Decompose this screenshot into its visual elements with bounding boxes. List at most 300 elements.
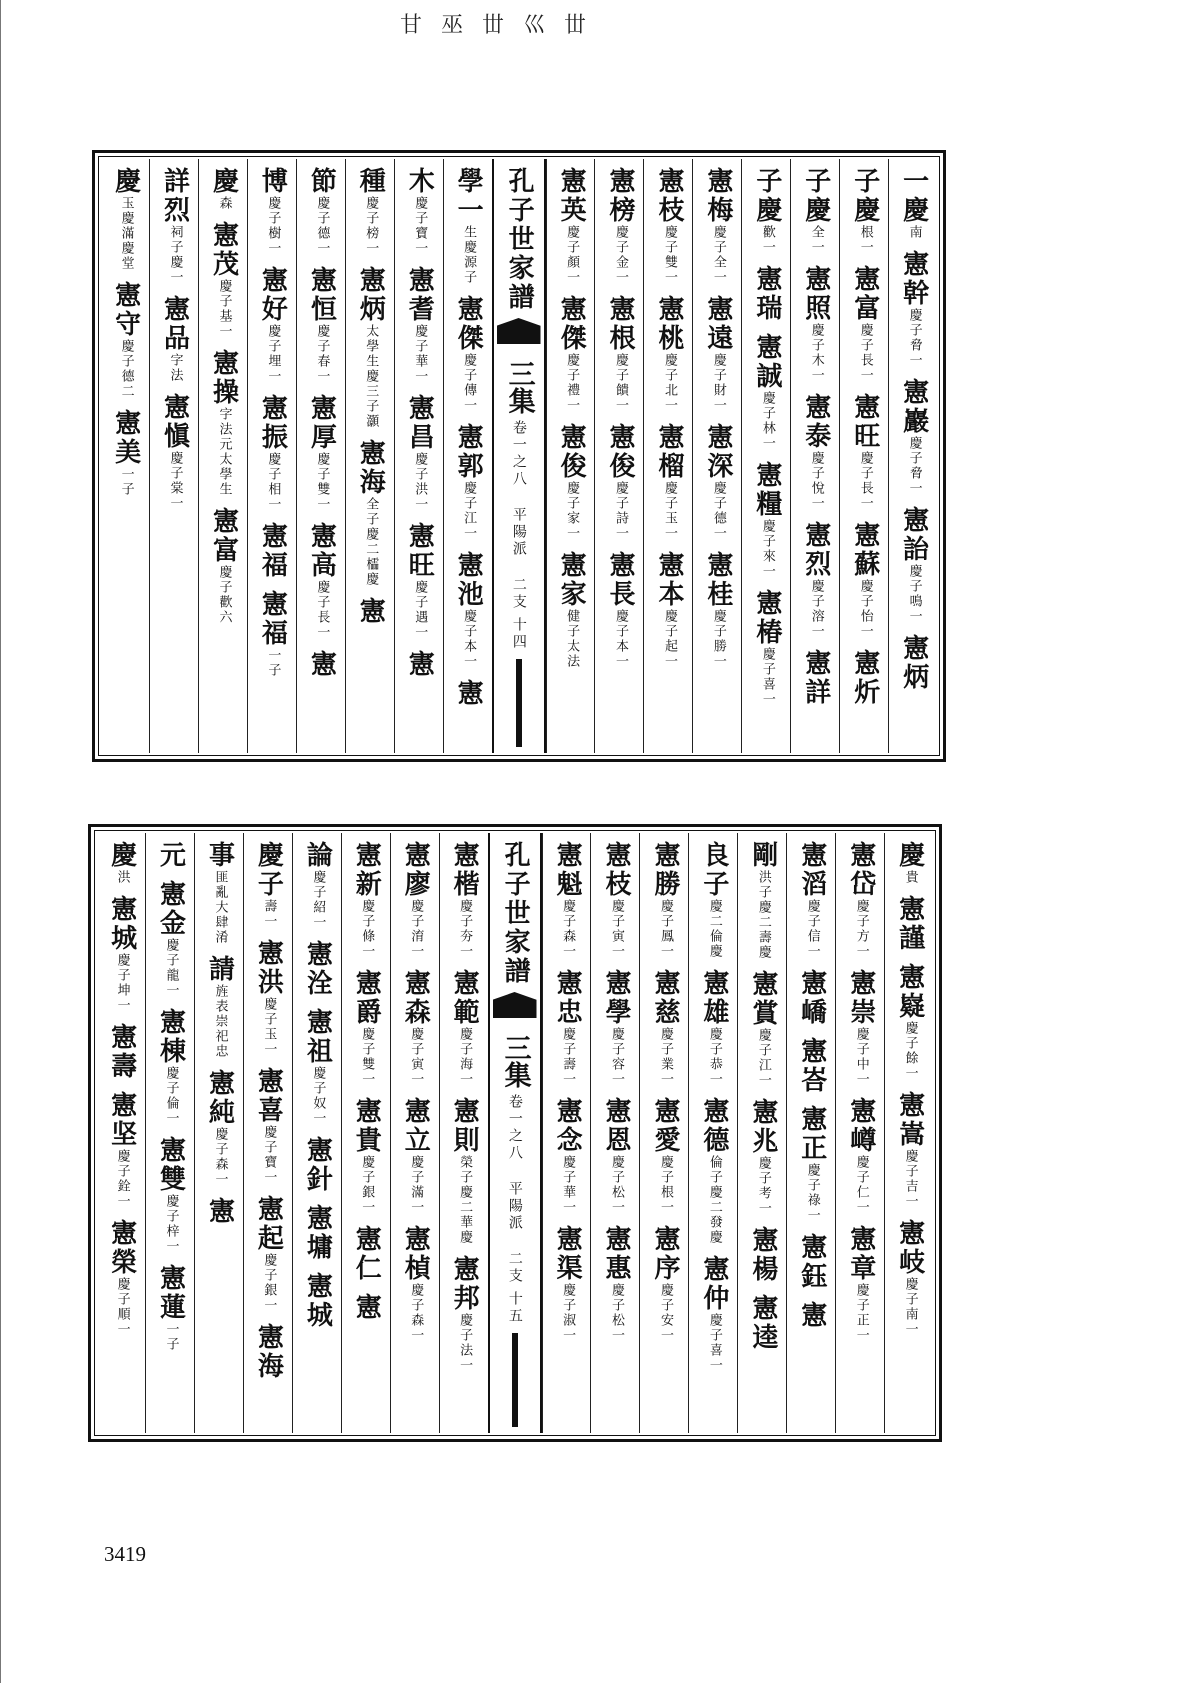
entry-note: 慶子業一 (657, 1027, 673, 1087)
genealogy-entry (302, 1136, 333, 1194)
entry-name: 憲崇 (845, 969, 876, 1027)
entry-note: 慶子來一 (759, 519, 775, 579)
center-rule (516, 659, 522, 747)
genealogy-entry (605, 295, 636, 413)
entry-note: 森 (216, 196, 232, 211)
entry-note: 慶子顏一 (564, 225, 580, 285)
folio-number: 十四 (510, 617, 527, 651)
entry-name: 節 (306, 167, 337, 196)
register-column (546, 159, 595, 753)
entry-note: 慶子寶一 (261, 1125, 277, 1185)
genealogy-entry (655, 167, 682, 285)
genealogy-entry (351, 841, 382, 959)
genealogy-entry (651, 1097, 678, 1215)
entry-note: 慶子海一 (457, 1027, 473, 1087)
entry-note: 慶子餘一 (902, 1021, 918, 1081)
entry-name: 憲 (796, 1301, 827, 1330)
genealogy-entry (845, 1225, 876, 1343)
entry-note: 慶子雙一 (314, 452, 330, 512)
entry-name: 憲昌 (404, 394, 435, 452)
entry-name: 憲城 (106, 895, 137, 953)
entry-note: 慶子華一 (412, 324, 428, 384)
entry-note: 慶子脅一 (906, 436, 922, 496)
genealogy-entry (753, 265, 780, 323)
genealogy-entry (106, 1023, 137, 1081)
entry-note: 慶子基一 (216, 279, 232, 339)
genealogy-entry (351, 1293, 382, 1322)
genealogy-entry (802, 265, 829, 383)
entry-name: 憲桃 (653, 295, 684, 353)
entry-note: 慶子禮一 (564, 353, 580, 413)
genealogy-entry (453, 679, 484, 708)
entry-note: 慶子松一 (609, 1283, 625, 1343)
entry-name: 憲炘 (849, 649, 880, 707)
entry-name: 種 (355, 167, 386, 196)
genealogy-entry (257, 590, 288, 678)
genealogy-entry (449, 1255, 480, 1373)
genealogy-entry (749, 841, 776, 960)
entry-name: 憲誠 (751, 333, 782, 391)
genealogy-entry (798, 1037, 825, 1095)
genealogy-entry (651, 969, 678, 1087)
genealogy-entry (306, 266, 337, 384)
entry-note: 匪亂大肆淆 (212, 870, 228, 945)
entry-note: 慶子江一 (755, 1028, 771, 1088)
entry-name: 憲池 (453, 551, 484, 609)
entry-name: 憲海 (355, 439, 386, 497)
genealogy-entry (351, 1097, 382, 1215)
genealogy-entry (845, 841, 876, 959)
genealogy-entry (302, 940, 333, 998)
entry-note: 歡一 (759, 225, 775, 255)
entry-name: 憲渠 (552, 1225, 583, 1283)
register-column (741, 159, 790, 753)
genealogy-entry (155, 880, 186, 998)
entry-note: 慶子條一 (359, 899, 375, 959)
entry-note: 慶子順一 (114, 1277, 130, 1337)
genealogy-entry (449, 969, 480, 1087)
center-rule (512, 1333, 518, 1427)
entry-note: 慶二倫慶 (706, 899, 722, 959)
entry-note: 慶子方一 (853, 899, 869, 959)
entry-name: 憲泰 (800, 393, 831, 451)
entry-name: 憲遠 (702, 295, 733, 353)
entry-name: 憲城 (302, 1272, 333, 1330)
entry-name: 憲滔 (796, 841, 827, 899)
entry-name: 憲章 (845, 1225, 876, 1283)
entry-name: 慶 (208, 167, 239, 196)
entry-name: 憲烈 (800, 521, 831, 579)
genealogy-entry (894, 841, 925, 885)
fishtail-mark-icon (493, 992, 537, 1018)
entry-name: 憲 (306, 650, 337, 679)
entry-name: 憲 (453, 679, 484, 708)
entry-note: 慶子松一 (609, 1155, 625, 1215)
entry-note: 慶子寅一 (609, 899, 625, 959)
genealogy-entry (898, 167, 929, 240)
folio-number: 十五 (506, 1291, 523, 1325)
center-title-column (492, 159, 546, 753)
entry-note: 慶子銀一 (261, 1253, 277, 1313)
entry-note: 慶子恭一 (706, 1027, 722, 1087)
genealogy-entry (208, 507, 239, 625)
entry-note: 慶子銓一 (114, 1149, 130, 1209)
entry-name: 憲榴 (653, 423, 684, 481)
entry-name: 憲蓮 (155, 1264, 186, 1322)
genealogy-entry (453, 167, 484, 285)
genealogy-entry (306, 522, 337, 640)
genealogy-entry (700, 969, 727, 1087)
entry-name: 憲德 (698, 1097, 729, 1155)
entry-note: 慶子森一 (408, 1283, 424, 1343)
entry-note: 慶子榜一 (363, 196, 379, 256)
entry-note: 慶子華一 (560, 1155, 576, 1215)
genealogy-entry (159, 167, 190, 285)
entry-note: 慶子南一 (902, 1277, 918, 1337)
entry-note: 玉慶滿慶堂 (118, 196, 134, 271)
entry-name: 憲好 (257, 266, 288, 324)
genealogy-entry (798, 1105, 825, 1223)
branch-label: 卷一之八 平陽派 二支 (510, 420, 527, 611)
entry-name: 憲嵩 (894, 1091, 925, 1149)
entry-name: 憲岱 (845, 841, 876, 899)
entry-name: 憲照 (800, 265, 831, 323)
entry-name: 憲鈺 (796, 1233, 827, 1291)
entry-note: 慶子喜一 (759, 647, 775, 707)
entry-note: 慶子德一 (314, 196, 330, 256)
entry-name: 憲謹 (894, 895, 925, 953)
genealogy-entry (552, 1225, 583, 1343)
register-column (688, 833, 737, 1433)
genealogy-entry (655, 295, 682, 413)
entry-name: 憲福 (257, 590, 288, 648)
entry-name: 憲富 (849, 265, 880, 323)
genealogy-entry (208, 167, 239, 211)
entry-note: 祠子慶一 (167, 225, 183, 285)
entry-name: 請 (204, 955, 235, 984)
entry-name: 憲逵 (747, 1294, 778, 1352)
genealogy-entry (849, 393, 880, 511)
register-column (194, 833, 243, 1433)
genealogy-entry (894, 963, 925, 1081)
genealogy-entry (556, 423, 587, 541)
genealogy-entry (253, 1195, 284, 1313)
entry-note: 太學生慶三子灝 (363, 324, 379, 429)
entry-note: 慶子夯一 (457, 899, 473, 959)
page-number: 3419 (104, 1542, 146, 1566)
entry-name: 憲炳 (355, 266, 386, 324)
genealogy-entry (155, 1136, 186, 1254)
entry-note: 慶子喜一 (706, 1313, 722, 1373)
register-column (737, 833, 786, 1433)
genealogy-entry (798, 1233, 825, 1291)
genealogy-entry (556, 167, 587, 285)
entry-note: 慶子長一 (314, 580, 330, 640)
genealogy-entry (601, 1097, 632, 1215)
entry-note: 慶子悅一 (808, 451, 824, 511)
genealogy-entry (155, 1264, 186, 1352)
genealogy-entry (845, 1097, 876, 1215)
fishtail-mark-icon (497, 318, 541, 344)
genealogy-entry (849, 649, 880, 707)
entry-note: 慶子倫一 (163, 1066, 179, 1126)
genealogy-entry (400, 1225, 431, 1343)
entry-note: 慶子雙一 (661, 225, 677, 285)
register-column (443, 159, 492, 753)
entry-name: 憲操 (208, 349, 239, 407)
register-column (594, 159, 643, 753)
entry-note: 倫子慶二發慶 (706, 1155, 722, 1245)
register-column (198, 159, 247, 753)
entry-note: 壽一 (261, 899, 277, 929)
entry-note: 根一 (857, 225, 873, 255)
entry-note: 慶子埋一 (265, 324, 281, 384)
entry-name: 憲嶟 (845, 1097, 876, 1155)
entry-note: 慶子長一 (857, 323, 873, 383)
genealogy-entry (106, 1219, 137, 1337)
entry-note: 慶子林一 (759, 391, 775, 451)
entry-note: 慶子溶一 (808, 579, 824, 639)
genealogy-entry (449, 1097, 480, 1245)
register-column (292, 833, 341, 1433)
genealogy-entry (208, 221, 239, 339)
entry-note: 慶子正一 (853, 1283, 869, 1343)
entry-name: 憲純 (204, 1069, 235, 1127)
entry-name: 憲深 (702, 423, 733, 481)
register-column (643, 159, 692, 753)
genealogy-entry (106, 1091, 137, 1209)
entry-note: 全子慶二櫺慶 (363, 497, 379, 587)
entry-name: 憲守 (110, 281, 141, 339)
register-column (786, 833, 835, 1433)
entry-name: 憲嶠 (796, 969, 827, 1027)
entry-note: 慶子雙一 (359, 1027, 375, 1087)
genealogy-entry (845, 969, 876, 1087)
entry-note: 慶子起一 (661, 609, 677, 669)
entry-note: 慶子勝一 (710, 609, 726, 669)
entry-name: 子慶 (751, 167, 782, 225)
genealogy-entry (257, 522, 288, 580)
genealogy-entry (110, 167, 141, 271)
entry-name: 慶 (110, 167, 141, 196)
entry-name: 憲巖 (898, 378, 929, 436)
entry-note: 慶子寅一 (408, 1027, 424, 1087)
entry-name: 剛 (747, 841, 778, 870)
entry-note: 慶子信一 (804, 899, 820, 959)
genealogy-entry (704, 551, 731, 669)
genealogy-entry (655, 551, 682, 669)
genealogy-entry (306, 167, 337, 256)
genealogy-entry (404, 522, 435, 640)
entry-name: 憲傑 (453, 295, 484, 353)
entry-name: 憲俊 (605, 423, 636, 481)
genealogy-entry (355, 266, 386, 429)
entry-name: 憲富 (208, 507, 239, 565)
entry-name: 慶子 (253, 841, 284, 899)
entry-name: 憲序 (649, 1225, 680, 1283)
entry-name: 憲忠 (552, 969, 583, 1027)
entry-name: 憲楷 (449, 841, 480, 899)
genealogy-entry (552, 969, 583, 1087)
genealogy-entry (700, 1255, 727, 1373)
genealogy-entry (651, 841, 678, 959)
genealogy-entry (355, 167, 386, 256)
entry-name: 憲貴 (351, 1097, 382, 1155)
entry-note: 慶子銀一 (359, 1155, 375, 1215)
genealogy-entry (802, 649, 829, 707)
entry-name: 憲則 (449, 1097, 480, 1155)
genealogy-entry (704, 423, 731, 541)
genealogy-entry (894, 895, 925, 953)
register-columns (101, 159, 937, 753)
entry-name: 憲正 (796, 1105, 827, 1163)
genealogy-entry (605, 423, 636, 541)
entry-note: 慶子森一 (212, 1127, 228, 1187)
register-column (243, 833, 292, 1433)
genealogy-entry (208, 349, 239, 497)
genealogy-entry (655, 423, 682, 541)
entry-note: 慶子法一 (457, 1313, 473, 1373)
register-column (345, 159, 394, 753)
register-column (839, 159, 888, 753)
genealogy-entry (257, 394, 288, 512)
register-column (639, 833, 688, 1433)
register-column (884, 833, 933, 1433)
entry-name: 慶 (894, 841, 925, 870)
genealogy-entry (306, 650, 337, 679)
register-column (439, 833, 488, 1433)
entry-name: 元 (155, 841, 186, 870)
entry-note: 慶子洪一 (412, 452, 428, 512)
genealogy-entry (605, 551, 636, 669)
entry-note: 慶子江一 (461, 481, 477, 541)
entry-note: 慶子根一 (657, 1155, 673, 1215)
entry-note: 慶子德一 (710, 481, 726, 541)
entry-note: 洪 (114, 870, 130, 885)
center-title-column (488, 833, 542, 1433)
entry-note: 慶子寶一 (412, 196, 428, 256)
genealogy-entry (798, 1301, 825, 1330)
entry-name: 良子 (698, 841, 729, 899)
register-column (542, 833, 591, 1433)
entry-name: 憲榮 (106, 1219, 137, 1277)
entry-note: 慶子傳一 (461, 353, 477, 413)
genealogy-entry (351, 1225, 382, 1283)
entry-note: 全一 (808, 225, 824, 255)
genealogy-entry (106, 841, 137, 885)
genealogy-entry (749, 970, 776, 1088)
genealogy-entry (700, 841, 727, 959)
entry-note: 慶子森一 (560, 899, 576, 959)
entry-note: 慶子北一 (661, 353, 677, 413)
entry-note: 一子 (265, 648, 281, 678)
entry-name: 憲坚 (106, 1091, 137, 1149)
genealogy-entry (110, 409, 141, 497)
register-column (145, 833, 194, 1433)
register-column (149, 159, 198, 753)
entry-name: 憲賞 (747, 970, 778, 1028)
genealogy-entry (753, 461, 780, 579)
entry-name: 憲幹 (898, 250, 929, 308)
entry-name: 憲桂 (702, 551, 733, 609)
entry-name: 憲楊 (747, 1226, 778, 1284)
entry-name: 事 (204, 841, 235, 870)
entry-name: 憲梅 (702, 167, 733, 225)
entry-note: 洪子慶二壽慶 (755, 870, 771, 960)
entry-name: 憲郭 (453, 423, 484, 481)
entry-note: 慶子鳳一 (657, 899, 673, 959)
genealogy-entry (894, 1091, 925, 1209)
entry-name: 憲海 (253, 1323, 284, 1381)
entry-note: 慶子鳴一 (906, 564, 922, 624)
genealogy-entry (749, 1294, 776, 1352)
entry-note: 貴 (902, 870, 918, 885)
entry-name: 憲茂 (208, 221, 239, 279)
entry-name: 憲嶷 (894, 963, 925, 1021)
genealogy-entry (400, 1097, 431, 1215)
genealogy-entry (159, 393, 190, 511)
entry-note: 慶子相一 (265, 452, 281, 512)
entry-name: 憲瑞 (751, 265, 782, 323)
entry-name: 憲楨 (400, 1225, 431, 1283)
genealogy-entry (204, 955, 235, 1059)
genealogy-entry (110, 281, 141, 399)
genealogy-entry (449, 841, 480, 959)
genealogy-entry (898, 378, 929, 496)
entry-name: 子慶 (849, 167, 880, 225)
genealogy-entry (306, 394, 337, 512)
entry-note: 慶子歡六 (216, 565, 232, 625)
entry-name: 憲榜 (605, 167, 636, 225)
entry-note: 慶子棠一 (167, 451, 183, 511)
entry-name: 一慶 (898, 167, 929, 225)
entry-name: 憲 (351, 1293, 382, 1322)
entry-note: 慶子玉一 (261, 997, 277, 1057)
entry-note: 字法元太學生 (216, 407, 232, 497)
entry-name: 博 (257, 167, 288, 196)
entry-name: 憲椿 (751, 589, 782, 647)
entry-name: 憲高 (306, 522, 337, 580)
entry-note: 慶子奴一 (310, 1066, 326, 1126)
entry-name: 憲岐 (894, 1219, 925, 1277)
entry-note: 慶子龍一 (163, 938, 179, 998)
scan-edge-line (0, 0, 1, 1683)
entry-name: 憲品 (159, 295, 190, 353)
register-column (390, 833, 439, 1433)
genealogy-entry (400, 841, 431, 959)
genealogy-entry (700, 1097, 727, 1245)
entry-note: 慶子紹一 (310, 870, 326, 930)
entry-note: 字法 (167, 353, 183, 383)
entry-name: 憲立 (400, 1097, 431, 1155)
entry-name: 憲爵 (351, 969, 382, 1027)
genealogy-entry (849, 521, 880, 639)
entry-name: 憲壽 (106, 1023, 137, 1081)
entry-name: 憲美 (110, 409, 141, 467)
entry-name: 憲邦 (449, 1255, 480, 1313)
genealogy-entry (204, 1069, 235, 1187)
genealogy-entry (204, 1197, 235, 1226)
genealogy-entry (155, 1008, 186, 1126)
register-column (97, 833, 145, 1433)
entry-name: 憲金 (155, 880, 186, 938)
entry-name: 憲墉 (302, 1204, 333, 1262)
entry-name: 憲本 (653, 551, 684, 609)
entry-note: 慶子財一 (710, 353, 726, 413)
entry-name: 憲恒 (306, 266, 337, 324)
genealogy-entry (302, 1008, 333, 1126)
entry-name: 憲雙 (155, 1136, 186, 1194)
